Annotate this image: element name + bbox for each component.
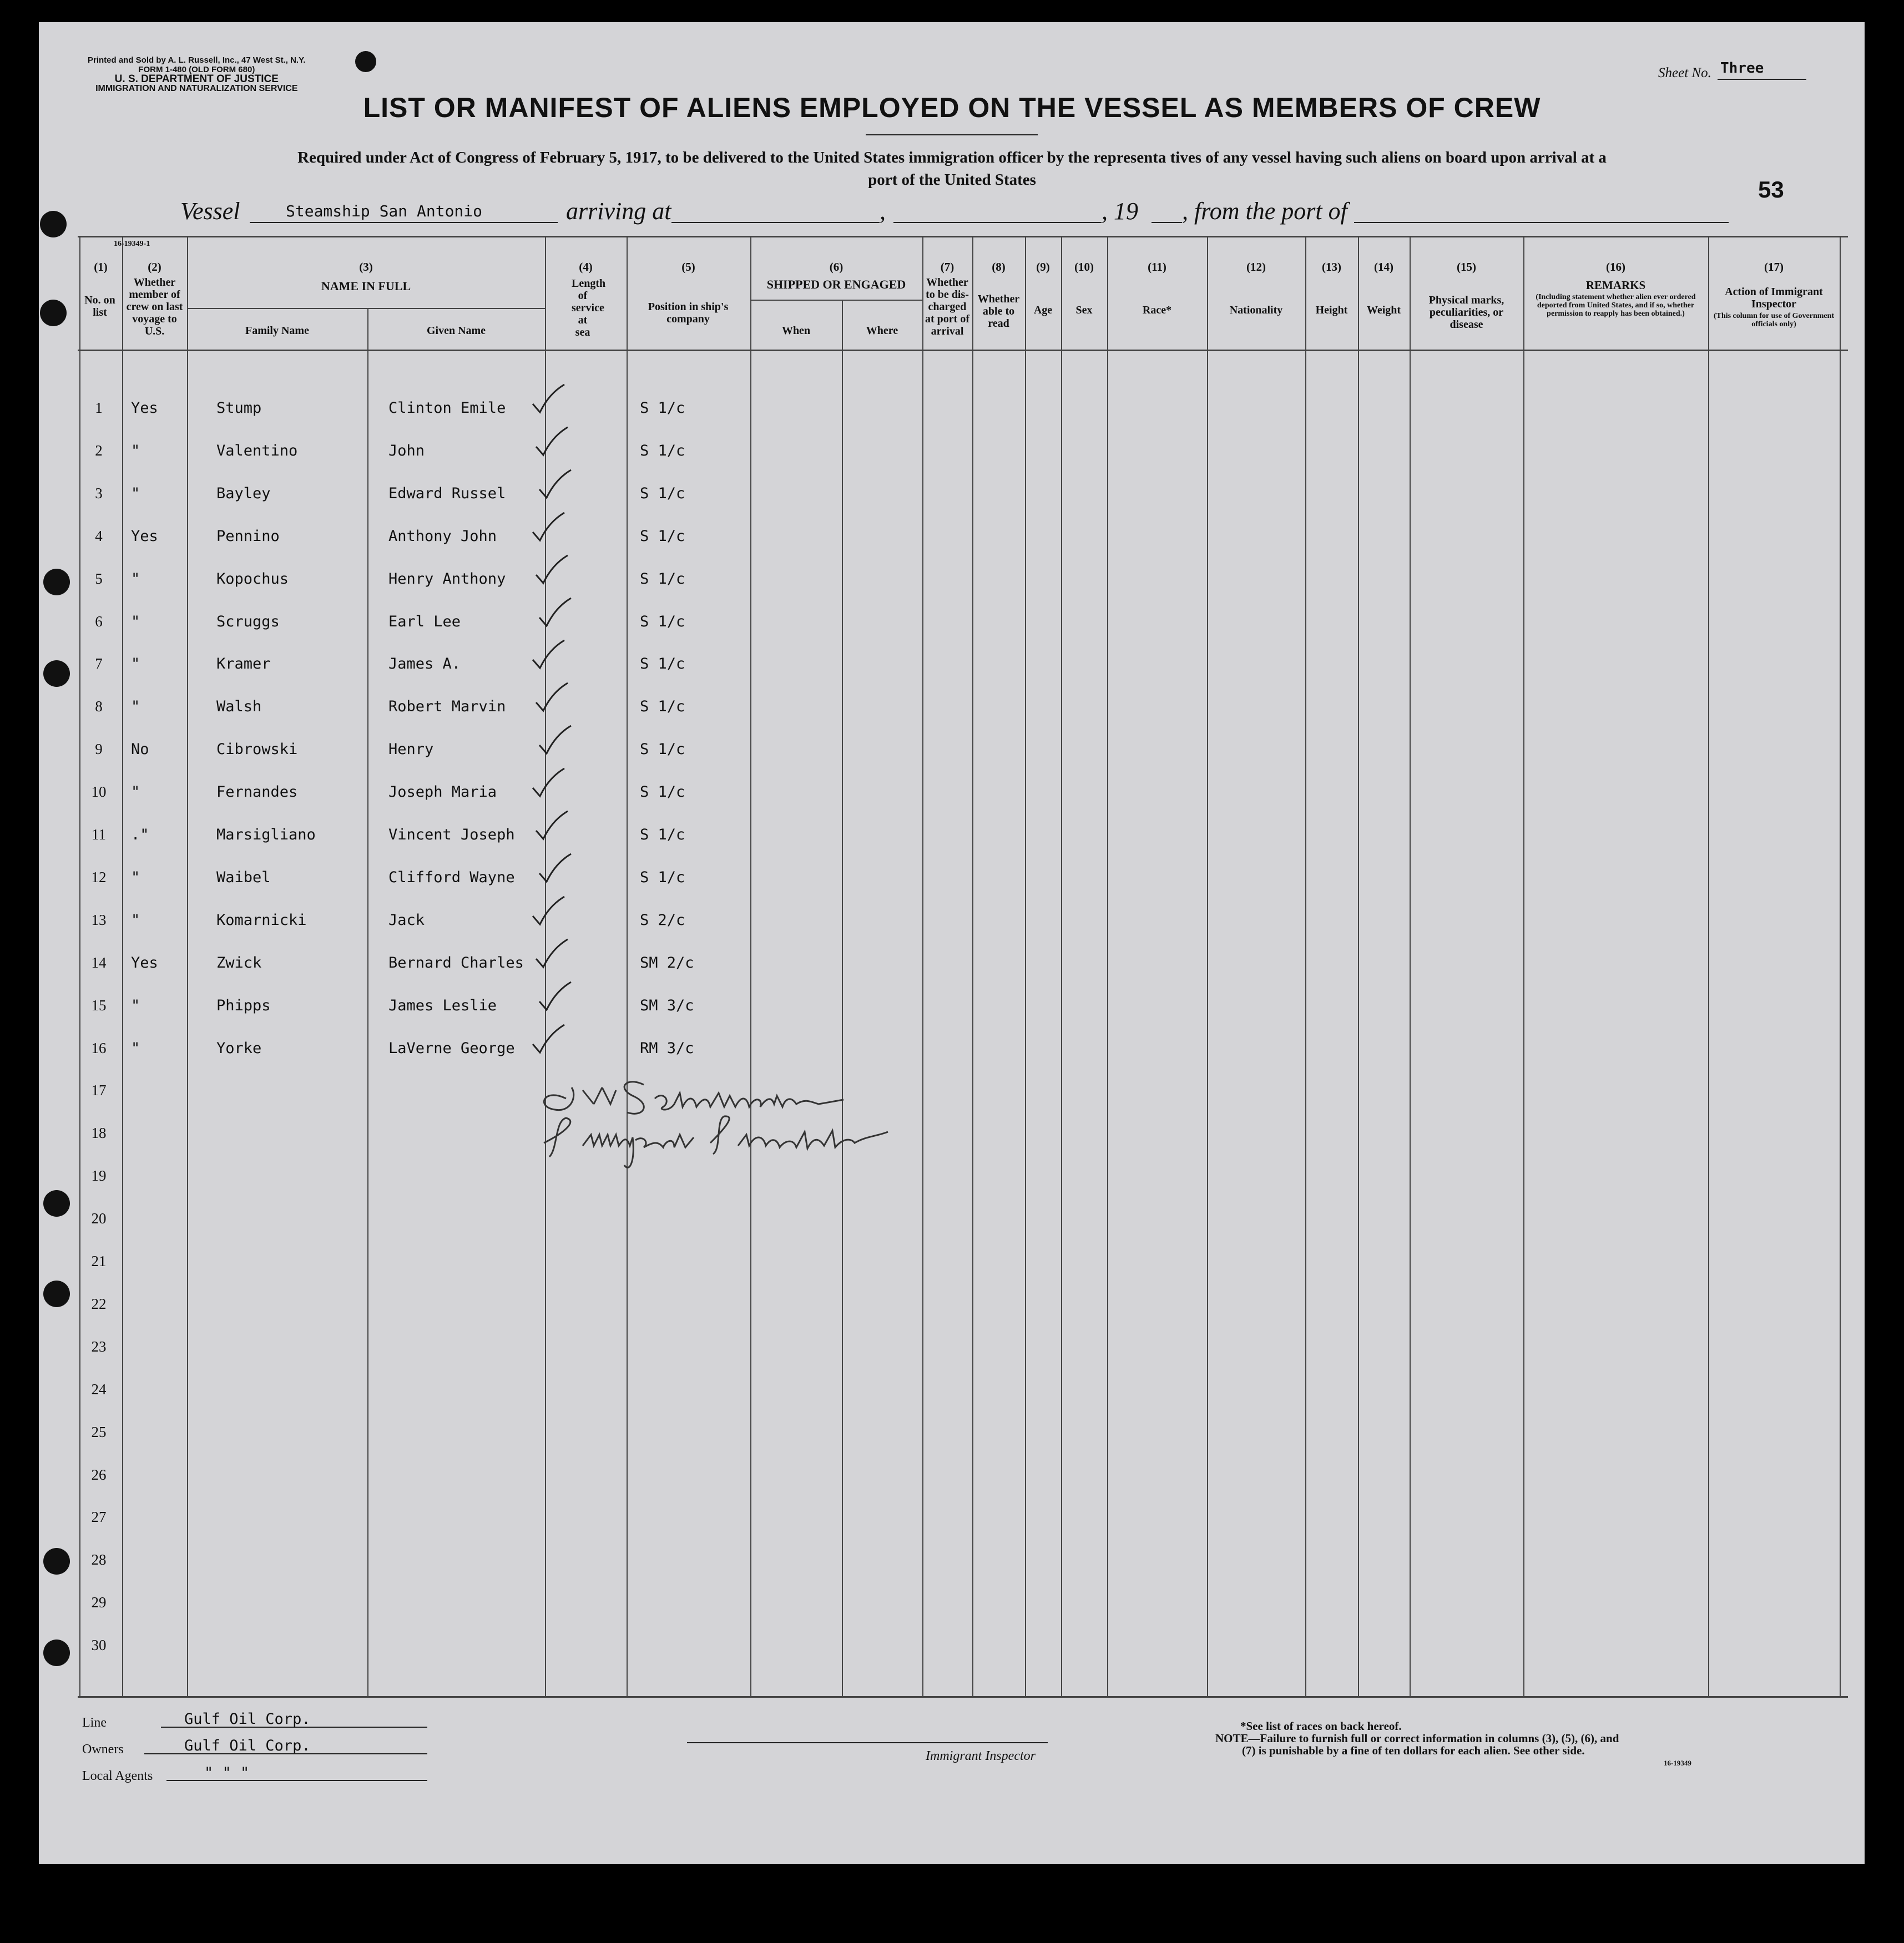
check-mark-icon xyxy=(533,680,572,714)
family-name: Kopochus xyxy=(216,570,289,588)
shipped-where-header: Where xyxy=(866,325,898,337)
position: S 1/c xyxy=(640,655,685,673)
family-name: Stump xyxy=(216,399,262,417)
row-number: 19 xyxy=(91,1167,107,1185)
row-number: 27 xyxy=(91,1509,107,1526)
column-divider xyxy=(842,300,843,1696)
col10-header: Sex xyxy=(1075,304,1093,316)
given-name: Henry xyxy=(388,741,434,758)
column-divider xyxy=(367,308,368,1696)
check-mark-icon xyxy=(530,766,569,799)
sheet-number-value: Three xyxy=(1720,60,1764,77)
row-number: 1 xyxy=(95,399,103,416)
family-name: Zwick xyxy=(216,954,262,971)
row-number: 8 xyxy=(95,698,103,715)
check-mark-icon xyxy=(537,723,575,756)
sheet-number-label: Sheet No. xyxy=(1658,65,1711,80)
crew-last-voyage: " xyxy=(131,783,140,801)
col2-number: (2) xyxy=(148,260,161,274)
check-mark-icon xyxy=(537,851,575,884)
punch-hole xyxy=(43,1281,70,1307)
from-port-underline xyxy=(1354,222,1729,223)
row-number: 2 xyxy=(95,442,103,459)
crew-last-voyage: Yes xyxy=(131,399,158,417)
row-number: 3 xyxy=(95,484,103,502)
position: SM 2/c xyxy=(640,954,694,971)
col15-number: (15) xyxy=(1457,260,1476,274)
row-number: 9 xyxy=(95,741,103,758)
position: SM 3/c xyxy=(640,996,694,1014)
line-underline xyxy=(161,1727,427,1728)
check-mark-icon xyxy=(530,382,569,415)
punch-hole xyxy=(355,51,376,72)
family-name: Yorke xyxy=(216,1039,262,1057)
given-name: Joseph Maria xyxy=(388,783,497,801)
position: S 1/c xyxy=(640,570,685,588)
row-number: 28 xyxy=(91,1551,107,1568)
family-name: Walsh xyxy=(216,698,262,716)
local-agents-underline xyxy=(166,1780,427,1781)
given-name: Anthony John xyxy=(388,527,497,545)
position: S 1/c xyxy=(640,868,685,886)
given-name: Henry Anthony xyxy=(388,570,506,588)
col12-header: Nationality xyxy=(1229,304,1283,316)
punch-hole xyxy=(43,1640,70,1666)
position: RM 3/c xyxy=(640,1039,694,1057)
row-number: 26 xyxy=(91,1466,107,1483)
header-bottom-border xyxy=(78,350,1848,351)
date-underline xyxy=(893,222,1102,223)
col7-number: (7) xyxy=(940,260,954,274)
check-mark-icon xyxy=(537,595,575,629)
family-name: Scruggs xyxy=(216,613,280,630)
footer-form-code: 16-19349 xyxy=(1664,1759,1691,1767)
family-name-header: Family Name xyxy=(245,325,309,337)
position: S 1/c xyxy=(640,399,685,417)
family-name: Waibel xyxy=(216,868,271,886)
row-number: 6 xyxy=(95,613,103,630)
col16-number: (16) xyxy=(1606,260,1625,274)
line-value: Gulf Oil Corp. xyxy=(184,1711,311,1728)
col7-header: Whether to be dis- charged at port of arrival xyxy=(925,276,969,337)
col1-number: (1) xyxy=(94,260,108,274)
given-name: James Leslie xyxy=(388,996,497,1014)
arriving-comma: , xyxy=(880,198,886,225)
vessel-underline xyxy=(250,222,558,223)
row-number: 24 xyxy=(91,1380,107,1398)
position: S 1/c xyxy=(640,698,685,716)
row-number: 20 xyxy=(91,1210,107,1227)
family-name: Fernandes xyxy=(216,783,298,801)
position: S 2/c xyxy=(640,911,685,929)
crew-last-voyage: ." xyxy=(131,826,149,843)
year-prefix: , 19 xyxy=(1102,198,1138,225)
col14-number: (14) xyxy=(1374,260,1393,274)
col17-number: (17) xyxy=(1764,260,1784,274)
crew-last-voyage: " xyxy=(131,655,140,673)
given-name: Robert Marvin xyxy=(388,698,506,716)
position: S 1/c xyxy=(640,442,685,459)
family-name: Valentino xyxy=(216,442,298,459)
position: S 1/c xyxy=(640,613,685,630)
row-number: 23 xyxy=(91,1338,107,1355)
row-number: 4 xyxy=(95,527,103,544)
family-name: Kramer xyxy=(216,655,271,673)
position: S 1/c xyxy=(640,527,685,545)
check-mark-icon xyxy=(533,808,572,842)
col13-number: (13) xyxy=(1322,260,1341,274)
col4-number: (4) xyxy=(579,260,593,274)
column-divider xyxy=(187,236,188,1696)
arriving-underline xyxy=(671,222,880,223)
given-name-header: Given Name xyxy=(426,325,486,337)
crew-last-voyage: " xyxy=(131,911,140,929)
column-divider xyxy=(1358,236,1359,1696)
col15-header: Physical marks, peculiarities, or disease xyxy=(1428,294,1504,331)
arriving-label: arriving at xyxy=(566,198,671,225)
check-mark-icon xyxy=(530,510,569,543)
check-mark-icon xyxy=(537,467,575,500)
crew-last-voyage: " xyxy=(131,698,140,716)
family-name: Komarnicki xyxy=(216,911,307,929)
col1-header: No. on list xyxy=(84,294,115,318)
form-number: FORM 1-480 (OLD FORM 680) xyxy=(138,65,255,74)
crew-last-voyage: " xyxy=(131,996,140,1014)
given-name: Bernard Charles xyxy=(388,954,524,971)
col5-number: (5) xyxy=(681,260,695,274)
column-divider xyxy=(972,236,973,1696)
given-name: Jack xyxy=(388,911,425,929)
column-divider xyxy=(922,236,923,1696)
column-divider xyxy=(750,236,751,1696)
given-name: John xyxy=(388,442,425,459)
check-mark-icon xyxy=(530,637,569,671)
given-name: Edward Russel xyxy=(388,484,506,502)
printer-line: Printed and Sold by A. L. Russell, Inc., 47 West St., N.Y. xyxy=(88,55,306,65)
family-name: Cibrowski xyxy=(216,741,298,758)
family-name: Bayley xyxy=(216,484,271,502)
punch-hole xyxy=(43,1190,70,1217)
column-divider xyxy=(122,236,123,1696)
row-number: 13 xyxy=(91,911,107,928)
col2-header: Whether member of crew on last voyage to U.S. xyxy=(126,276,183,337)
from-port-label: , from the port of xyxy=(1182,198,1347,225)
races-note: *See list of races on back hereof. xyxy=(1240,1719,1402,1733)
row-number: 29 xyxy=(91,1594,107,1611)
punch-hole xyxy=(40,300,67,326)
row-number: 30 xyxy=(91,1637,107,1654)
column-divider xyxy=(1708,236,1709,1696)
col17-header: Action of Immigrant Inspector xyxy=(1725,286,1823,310)
col16-subheader: (Including statement whether alien ever ordered deported from United States, and if so, whether permission to reapply has been obtained.) xyxy=(1536,293,1696,318)
form-code: 16-19349-1 xyxy=(114,240,150,248)
crew-last-voyage: " xyxy=(131,570,140,588)
table-top-border xyxy=(78,236,1848,237)
table-bottom-border xyxy=(78,1696,1848,1698)
crew-last-voyage: Yes xyxy=(131,954,158,971)
given-name: Earl Lee xyxy=(388,613,461,630)
subtitle-line-2: port of the United States xyxy=(868,171,1036,189)
col17-subheader: (This column for use of Government officials only) xyxy=(1713,312,1835,328)
given-name: James A. xyxy=(388,655,461,673)
inspector-signature-line xyxy=(687,1742,1048,1743)
punch-hole xyxy=(43,660,70,687)
col13-header: Height xyxy=(1315,304,1348,316)
vessel-label: Vessel xyxy=(180,198,240,225)
col5-header: Position in ship's company xyxy=(648,301,729,325)
check-mark-icon xyxy=(530,1022,569,1055)
col3-number: (3) xyxy=(359,260,373,274)
given-name: Clinton Emile xyxy=(388,399,506,417)
row-number: 22 xyxy=(91,1295,107,1312)
family-name: Pennino xyxy=(216,527,280,545)
year-underline xyxy=(1152,222,1182,223)
crew-last-voyage: " xyxy=(131,442,140,459)
row-number: 15 xyxy=(91,996,107,1014)
row-number: 10 xyxy=(91,783,107,801)
subtitle-line-1: Required under Act of Congress of February 5, 1917, to be delivered to the United States immigration officer by the representa tives of any vessel having such aliens on board upon arrival at a xyxy=(297,149,1607,166)
row-number: 25 xyxy=(91,1423,107,1440)
col6-number: (6) xyxy=(829,260,844,274)
column-divider xyxy=(1025,236,1026,1696)
check-mark-icon xyxy=(530,894,569,927)
page-title: LIST OR MANIFEST OF ALIENS EMPLOYED ON THE VESSEL AS MEMBERS OF CREW xyxy=(363,92,1541,123)
check-mark-icon xyxy=(533,937,572,970)
given-name: Clifford Wayne xyxy=(388,868,515,886)
column-divider xyxy=(1305,236,1306,1696)
crew-last-voyage: " xyxy=(131,613,140,630)
crew-last-voyage: " xyxy=(131,484,140,502)
position: S 1/c xyxy=(640,484,685,502)
crew-last-voyage: " xyxy=(131,1039,140,1057)
col10-number: (10) xyxy=(1074,260,1094,274)
punch-hole xyxy=(40,211,67,237)
given-name: Vincent Joseph xyxy=(388,826,515,843)
col11-number: (11) xyxy=(1148,260,1166,274)
row-number: 18 xyxy=(91,1125,107,1142)
row-number: 16 xyxy=(91,1039,107,1056)
row-number: 7 xyxy=(95,655,103,672)
punch-hole xyxy=(43,1548,70,1575)
check-mark-icon xyxy=(533,553,572,586)
col16-header: REMARKS xyxy=(1585,279,1646,292)
col3-header: NAME IN FULL xyxy=(321,279,411,293)
position: S 1/c xyxy=(640,783,685,801)
column-divider xyxy=(627,236,628,1696)
column-divider xyxy=(1207,236,1208,1696)
crew-last-voyage: " xyxy=(131,868,140,886)
check-mark-icon xyxy=(537,979,575,1013)
column-divider xyxy=(1410,236,1411,1696)
penalty-note-2: (7) is punishable by a fine of ten dollars for each alien. See other side. xyxy=(1242,1744,1585,1757)
crew-last-voyage: Yes xyxy=(131,527,158,545)
shipped-header-rule xyxy=(750,300,922,301)
given-name: LaVerne George xyxy=(388,1039,515,1057)
owners-underline xyxy=(144,1753,427,1754)
vessel-name: Steamship San Antonio xyxy=(286,202,483,220)
column-divider xyxy=(79,236,80,1696)
department-name: U. S. DEPARTMENT OF JUSTICE xyxy=(114,73,279,85)
crew-last-voyage: No xyxy=(131,741,149,758)
name-header-rule xyxy=(187,308,545,309)
col12-number: (12) xyxy=(1246,260,1266,274)
col8-header: Whether able to read xyxy=(977,293,1020,330)
column-divider xyxy=(1523,236,1524,1696)
shipped-when-header: When xyxy=(781,325,811,337)
family-name: Marsigliano xyxy=(216,826,316,843)
row-number: 21 xyxy=(91,1253,107,1269)
check-mark-icon xyxy=(533,424,572,458)
column-divider xyxy=(1061,236,1062,1696)
col4-header: Length of service at sea xyxy=(572,277,606,338)
column-divider xyxy=(1840,236,1841,1696)
col9-header: Age xyxy=(1033,304,1053,316)
printer-imprint xyxy=(88,55,306,93)
owners-label: Owners xyxy=(82,1742,124,1757)
owners-value: Gulf Oil Corp. xyxy=(184,1737,311,1754)
line-label: Line xyxy=(82,1716,107,1730)
column-divider xyxy=(1107,236,1108,1696)
position: S 1/c xyxy=(640,826,685,843)
family-name: Phipps xyxy=(216,996,271,1014)
title-underline xyxy=(866,134,1038,135)
service-name: IMMIGRATION AND NATURALIZATION SERVICE xyxy=(95,84,298,93)
row-number: 11 xyxy=(92,826,106,843)
row-number: 12 xyxy=(91,868,107,886)
inspector-label: Immigrant Inspector xyxy=(926,1749,1036,1763)
row-number: 5 xyxy=(95,570,103,587)
col9-number: (9) xyxy=(1036,260,1050,274)
penalty-note-1: NOTE—Failure to furnish full or correct information in columns (3), (5), (6), and xyxy=(1215,1732,1619,1745)
punch-hole xyxy=(43,569,70,595)
sheet-number-underline xyxy=(1718,79,1806,80)
inspector-signature xyxy=(533,1065,932,1176)
col14-header: Weight xyxy=(1366,304,1401,316)
col11-header: Race* xyxy=(1142,304,1172,316)
local-agents-value: " " " xyxy=(204,1764,250,1782)
local-agents-label: Local Agents xyxy=(82,1769,153,1783)
col6-header: SHIPPED OR ENGAGED xyxy=(766,277,906,291)
col8-number: (8) xyxy=(992,260,1006,274)
row-number: 17 xyxy=(91,1082,107,1099)
page-number: 53 xyxy=(1758,176,1784,203)
row-number: 14 xyxy=(91,954,107,971)
position: S 1/c xyxy=(640,741,685,758)
